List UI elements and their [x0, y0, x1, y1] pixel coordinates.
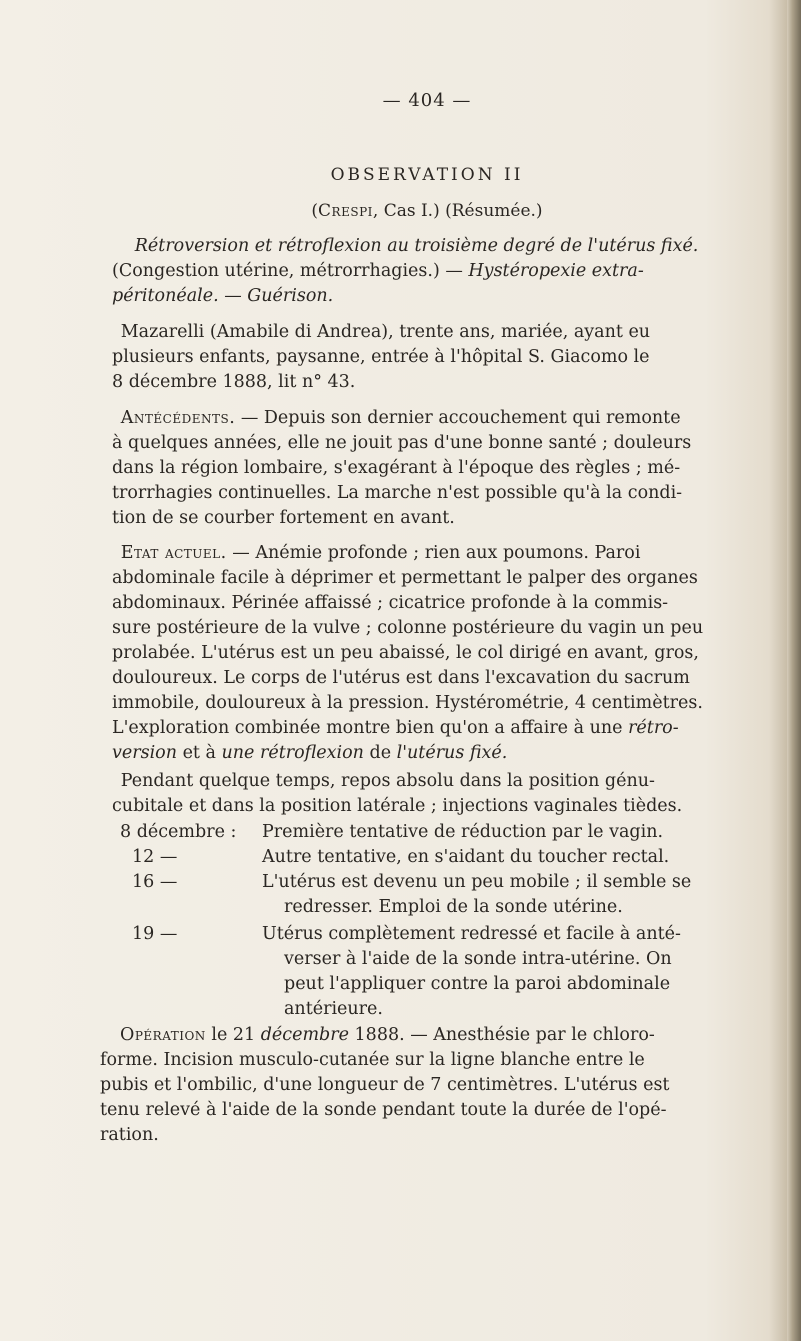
entry-date: 19 — [132, 924, 178, 944]
treatment-paragraph: Pendant quelque temps, repos absolu dans la position génu- cubitale et dans la position latérale ; injections vaginales tièdes. [112, 771, 683, 816]
dated-entry [112, 870, 742, 920]
observation-subtitle: (Crespi, Cas I.) (Résumée.) [311, 201, 543, 221]
entry-date: 12 — [132, 847, 178, 867]
entry-text: L'utérus est devenu un peu mobile ; il semble se redresser. Emploi de la sonde utérine. [262, 872, 692, 917]
dated-entry [112, 820, 742, 845]
etat-heading: Etat actuel. [120, 543, 227, 563]
case-summary: Rétroversion et rétroflexion au troisième degré de l'utérus fixé. (Congestion utérine, métrorrhagies.) — Hystéropexie extra- péritonéale. — Guérison. [112, 236, 699, 306]
author-name: Crespi [318, 201, 373, 221]
etat-actuel-section: Etat actuel. — Anémie profonde ; rien aux poumons. Paroi abdominale facile à déprimer et permettant le palper des organes abdominaux. Périnée affaissé ; cicatrice profonde à la commis- sure postérieure de la vulve ; colonne postérieure du vagin un peu prolabée. L'utérus est un peu abaissé, le col dirigé en avant, gros, douloureux. Le corps de l'utérus est dans l'excavation du sacrum immobile, douloureux à la pression. Hystérométrie, 4 centimètres. L'exploration combinée montre bien qu'on a affaire à une rétro- version et à une rétroflexion de l'utérus fixé. [112, 543, 704, 763]
antecedents-section: Antécédents. — Depuis son dernier accouchement qui remonte à quelques années, elle ne jouit pas d'une bonne santé ; douleurs dans la région lombaire, s'exagérant à l'époque des règles ; mé- trorrhagies continuelles. La marche n'est possible qu'à la condi- tion de se courber fortement en avant. [112, 408, 692, 528]
entry-date: 16 — [132, 872, 178, 892]
entry-text: Première tentative de réduction par le vagin. [262, 822, 664, 842]
operation-heading: Opération [120, 1025, 206, 1045]
antecedents-heading: Antécédents. [120, 408, 236, 428]
operation-section: Opération le 21 décembre 1888. — Anesthésie par le chloro- forme. Incision musculo-cutanée sur la ligne blanche entre le pubis et l'ombilic, d'une longueur de 7 centimètres. L'utérus est tenu relevé à l'aide de la sonde pendant toute la durée de l'opé- ration. [100, 1025, 670, 1145]
entry-text: Utérus complètement redressé et facile à anté- verser à l'aide de la sonde intra-utérine. On peut l'appliquer contre la paroi abdominale antérieure. [262, 924, 681, 1019]
page-number: — 404 — [382, 90, 472, 111]
intro-line: plusieurs enfants, paysanne, entrée à l'hôpital S. Giacomo le [112, 347, 650, 367]
observation-title: OBSERVATION II [330, 165, 524, 185]
dated-entry [112, 845, 742, 870]
patient-intro [112, 320, 742, 395]
intro-line: Mazarelli (Amabile di Andrea), trente ans, mariée, ayant eu [120, 322, 651, 342]
page-edge-shadow [787, 0, 801, 1341]
intro-line: 8 décembre 1888, lit n° 43. [112, 372, 356, 392]
entry-date: 8 décembre : [120, 822, 237, 842]
entry-text: Autre tentative, en s'aidant du toucher rectal. [262, 847, 670, 867]
dated-entry [112, 922, 742, 1022]
